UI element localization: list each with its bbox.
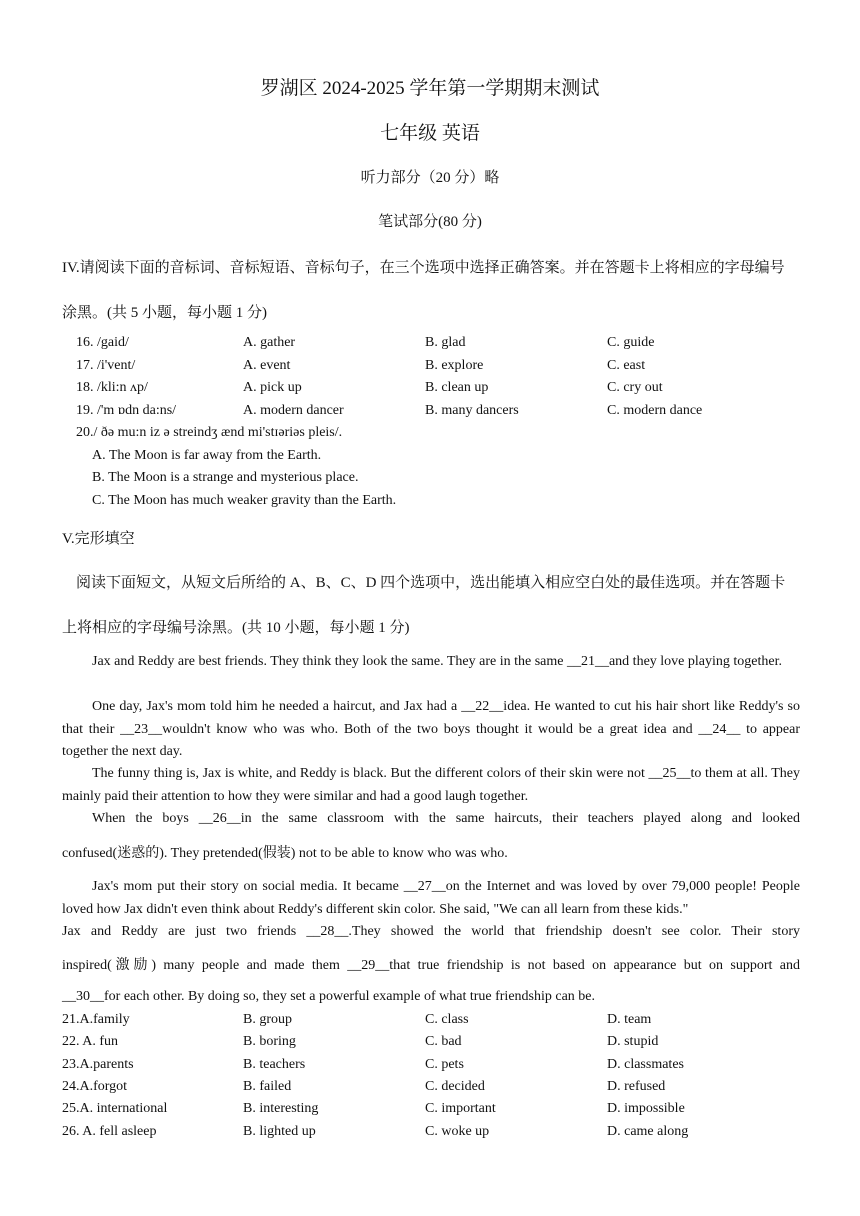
option-a: 22. A. fun (62, 1034, 118, 1049)
option-b: B. interesting (243, 1101, 319, 1116)
passage-paragraph-2: One day, Jax's mom told him he needed a haircut, and Jax had a __22__idea. He wanted to cut his hair short like Reddy's so that their __23__wouldn't know who was who. Both of the two boys thought it would be a great idea and __24__ to appear together the next day. (62, 699, 800, 759)
passage-paragraph-6-line3: __30__for each other. By doing so, they set a powerful example of what true friendship can be. (62, 989, 596, 1004)
option-a: A. modern dancer (243, 403, 344, 418)
written-note: 笔试部分(80 分) (378, 214, 482, 230)
option-a: 24.A.forgot (62, 1079, 128, 1094)
option-d: D. team (607, 1012, 652, 1027)
option-d: D. stupid (607, 1034, 659, 1049)
question-stem: 17. /i'vent/ (76, 358, 136, 373)
section4-heading-line2: 涂黑。(共 5 小题，每小题 1 分) (62, 305, 267, 321)
option-b: B. lighted up (243, 1124, 316, 1139)
passage-paragraph-4-line1: When the boys __26__in the same classroom with the same haircuts, their teachers played along and looked (92, 811, 800, 826)
option-a: A. pick up (243, 380, 302, 395)
passage-paragraph-4-line2: confused(迷惑的). They pretended(假装) not to be able to know who was who. (62, 846, 508, 861)
option-a: 23.A.parents (62, 1057, 134, 1072)
option-b: B. teachers (243, 1057, 306, 1072)
option-c: C. east (607, 358, 646, 373)
passage-paragraph-5: Jax's mom put their story on social media. It became __27__on the Internet and was loved by over 79,000 people! People loved how Jax didn't even think about Reddy's different skin color. She said, "We can all learn from these kids." (62, 879, 800, 917)
option-d: D. classmates (607, 1057, 684, 1072)
option-c: C. bad (425, 1034, 462, 1049)
question-stem: 20./ ðə mu:n iz ə streindʒ ænd mi'stɪəriəs pleis/. (76, 425, 343, 440)
question-stem: 18. /kli:n ʌp/ (76, 380, 148, 395)
option-b: B. boring (243, 1034, 296, 1049)
option-a: 21.A.family (62, 1012, 130, 1027)
option-b: B. glad (425, 335, 466, 350)
section5-instructions-line2: 上将相应的字母编号涂黑。(共 10 小题，每小题 1 分) (62, 620, 410, 636)
exam-subtitle: 七年级 英语 (380, 123, 480, 144)
option-d: D. refused (607, 1079, 666, 1094)
option-c: C. guide (607, 335, 655, 350)
option-d: D. impossible (607, 1101, 685, 1116)
option-a: A. The Moon is far away from the Earth. (92, 448, 322, 463)
section5-heading: V.完形填空 (62, 531, 135, 547)
passage-paragraph-1: Jax and Reddy are best friends. They think they look the same. They are in the same __21__and they love playing together. (92, 654, 782, 669)
option-b: B. group (243, 1012, 292, 1027)
section4-heading-line1: IV.请阅读下面的音标词、音标短语、音标句子，在三个选项中选择正确答案。并在答题卡上将相应的字母编号 (62, 260, 785, 276)
option-b: B. many dancers (425, 403, 519, 418)
option-a: A. gather (243, 335, 296, 350)
option-a: 25.A. international (62, 1101, 168, 1116)
option-c: C. cry out (607, 380, 663, 395)
option-b: B. explore (425, 358, 484, 373)
section5-instructions-line1: 阅读下面短文，从短文后所给的 A、B、C、D 四个选项中，选出能填入相应空白处的最佳选项。并在答题卡 (76, 575, 786, 591)
option-c: C. class (425, 1012, 469, 1027)
question-stem: 19. /'m ɒdn da:ns/ (76, 403, 177, 418)
passage-paragraph-6-line2: inspired(激励) many people and made them __29__that true friendship is not based on appearance but on support and (62, 958, 800, 973)
option-c: C. woke up (425, 1124, 490, 1139)
option-b: B. The Moon is a strange and mysterious place. (92, 470, 359, 485)
option-a: 26. A. fell asleep (62, 1124, 157, 1139)
question-stem: 16. /gaid/ (76, 335, 129, 350)
passage-paragraph-3: The funny thing is, Jax is white, and Reddy is black. But the different colors of their skin were not __25__to them at all. They mainly paid their attention to how they were similar and had a good laugh together. (62, 766, 800, 804)
option-c: C. The Moon has much weaker gravity than the Earth. (92, 493, 397, 508)
passage-paragraph-6-line1: Jax and Reddy are just two friends __28__.They showed the world that friendship doesn't see color. Their story (62, 924, 800, 939)
option-c: C. decided (425, 1079, 485, 1094)
option-b: B. failed (243, 1079, 292, 1094)
exam-title: 罗湖区 2024-2025 学年第一学期期末测试 (260, 78, 600, 99)
option-c: C. important (425, 1101, 496, 1116)
option-c: C. modern dance (607, 403, 703, 418)
option-b: B. clean up (425, 380, 489, 395)
option-d: D. came along (607, 1124, 689, 1139)
option-a: A. event (243, 358, 291, 373)
listening-note: 听力部分（20 分）略 (360, 170, 500, 186)
option-c: C. pets (425, 1057, 464, 1072)
